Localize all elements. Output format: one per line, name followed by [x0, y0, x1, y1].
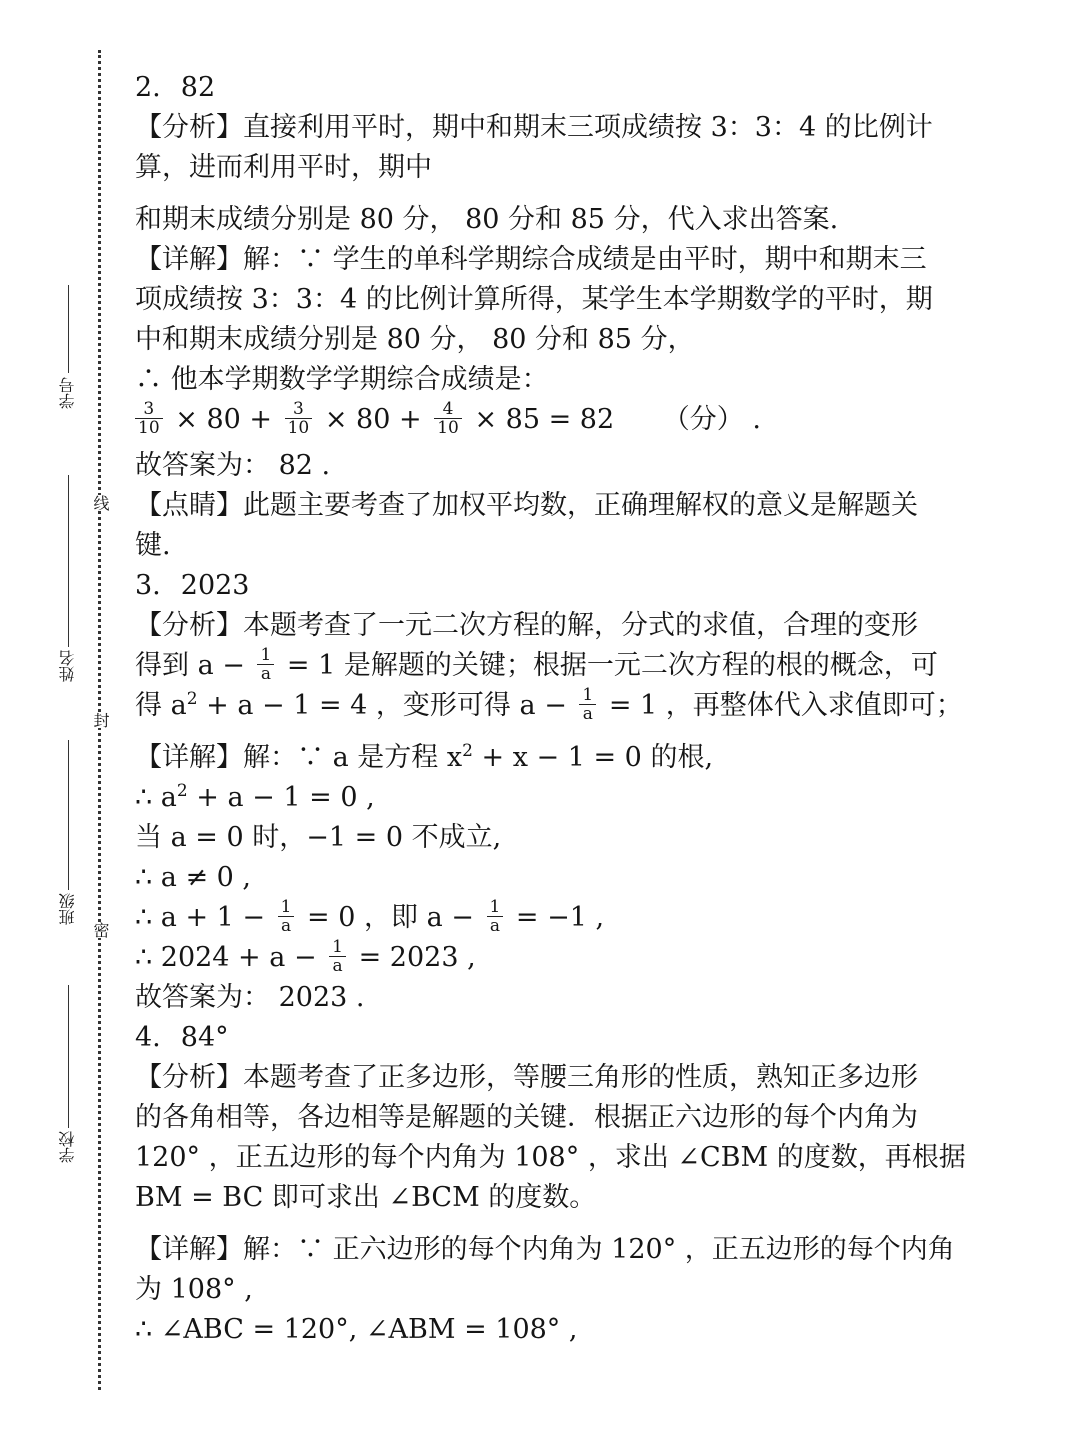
fraction-numerator: 3	[135, 400, 163, 419]
q4-number: 4.	[135, 1022, 161, 1053]
superscript: 2	[462, 741, 473, 761]
q3-analysis-line-3	[135, 686, 965, 726]
school-field[interactable]	[50, 985, 80, 1170]
q3-detail-line-1	[135, 738, 965, 778]
superscript: 2	[186, 689, 198, 709]
q2-analysis-line-1: 【分析】直接利用平时，期中和期末三项成绩按 3：3：4 的比例计	[135, 112, 933, 143]
q4-analysis-line-3: 120° ，正五边形的每个内角为 108° ，求出 ∠CBM 的度数，再根据	[135, 1142, 966, 1173]
name-field[interactable]	[50, 475, 80, 690]
answer-content	[135, 68, 965, 1350]
q3-answer-line: 故答案为： 2023 .	[135, 982, 365, 1013]
q2-number: 2.	[135, 72, 161, 103]
formula-term: × 85 = 82	[474, 404, 615, 435]
q2-analysis-line-2: 算，进而利用平时，期中	[135, 152, 432, 183]
superscript: 2	[176, 781, 188, 801]
q3-detail-line-5	[135, 898, 965, 938]
fraction	[579, 686, 596, 723]
formula-unit: （分） .	[662, 404, 761, 435]
q2-answer: 82	[180, 72, 216, 103]
q2-detail-line-2: 项成绩按 3：3：4 的比例计算所得，某学生本学期数学的平时，期	[135, 284, 933, 315]
text-segment: + a − 1 = 4 ，变形可得 a −	[206, 690, 567, 721]
q3-header	[135, 566, 965, 606]
fraction-numerator: 3	[285, 400, 313, 419]
fraction-numerator: 1	[257, 646, 274, 665]
class-label: 班级	[58, 893, 77, 925]
q3-detail-line-3: 当 a = 0 时，−1 = 0 不成立,	[135, 822, 502, 853]
q4-analysis-line-2: 的各角相等，各边相等是解题的关键．根据正六边形的每个内角为	[135, 1102, 918, 1133]
school-underline	[68, 985, 69, 1128]
fraction	[329, 938, 346, 975]
q4-detail-line-2: 为 108° ,	[135, 1274, 253, 1305]
q3-analysis-line-1: 【分析】本题考查了一元二次方程的解，分式的求值，合理的变形	[135, 610, 918, 641]
text-segment: 得到 a −	[135, 650, 245, 681]
q2-comment-line-1: 【点睛】此题主要考查了加权平均数，正确理解权的意义是解题关	[135, 490, 918, 521]
text-segment: ∴ 2024 + a −	[135, 942, 317, 973]
fraction-denominator: 10	[138, 418, 160, 438]
margin-word-xian: 线	[91, 495, 110, 511]
fraction-numerator: 1	[329, 938, 346, 957]
q4-analysis-line-4: BM = BC 即可求出 ∠BCM 的度数。	[135, 1182, 597, 1213]
q3-analysis-line-2	[135, 646, 965, 686]
q2-answer-line: 故答案为： 82 .	[135, 450, 331, 481]
q2-detail-line-1: 【详解】解：∵ 学生的单科学期综合成绩是由平时，期中和期末三	[135, 244, 927, 275]
text-segment: 得 a	[135, 690, 187, 721]
q2-header	[135, 68, 965, 108]
text-segment: ∴ a	[135, 782, 177, 813]
formula-term: × 80 +	[175, 404, 273, 435]
text-segment: 【详解】解：∵ a 是方程 x	[135, 742, 463, 773]
student-id-field[interactable]	[50, 285, 80, 415]
fraction-denominator: 10	[287, 418, 310, 438]
q3-number: 3.	[135, 570, 161, 601]
text-segment: = 2023 ,	[358, 942, 476, 973]
q2-analysis-line-3: 和期末成绩分别是 80 分， 80 分和 85 分，代入求出答案.	[135, 204, 839, 235]
fraction	[278, 898, 295, 935]
class-field[interactable]	[50, 740, 80, 935]
q4-analysis-line-1: 【分析】本题考查了正多边形，等腰三角形的性质，熟知正多边形	[135, 1062, 918, 1093]
student-id-label: 学号	[58, 377, 77, 409]
fraction-denominator: a	[260, 664, 271, 684]
fraction	[257, 646, 274, 683]
q3-detail-line-4: ∴ a ≠ 0 ,	[135, 862, 251, 893]
fraction-denominator: a	[280, 916, 292, 936]
fraction	[434, 400, 462, 437]
q2-detail-line-4: ∴ 他本学期数学学期综合成绩是：	[135, 364, 549, 395]
q4-detail-line-1: 【详解】解：∵ 正六边形的每个内角为 120° ，正五边形的每个内角	[135, 1234, 955, 1265]
fraction	[135, 400, 163, 437]
q2-comment-line-2: 键.	[135, 530, 171, 561]
fraction-numerator: 1	[579, 686, 596, 705]
name-underline	[68, 475, 69, 647]
binding-margin	[0, 0, 120, 1443]
fraction-denominator: a	[489, 916, 500, 936]
student-id-underline	[68, 285, 69, 373]
text-segment: + a − 1 = 0 ,	[196, 782, 375, 813]
q4-header	[135, 1018, 965, 1058]
text-segment: = 1 是解题的关键；根据一元二次方程的根的概念，可	[286, 650, 938, 681]
fraction-numerator: 1	[278, 898, 295, 917]
school-label: 学校	[58, 1131, 77, 1163]
text-segment: ∴ a + 1 −	[135, 902, 266, 933]
text-segment: + x − 1 = 0 的根,	[481, 742, 714, 773]
margin-word-mi: 密	[91, 922, 110, 938]
fraction-numerator: 1	[487, 898, 504, 917]
q3-detail-line-6	[135, 938, 965, 978]
fraction-denominator: a	[582, 704, 593, 724]
fraction	[285, 400, 313, 437]
formula-term: × 80 +	[324, 404, 422, 435]
fraction-denominator: a	[332, 956, 343, 976]
class-underline	[68, 740, 69, 890]
q4-detail-line-3: ∴ ∠ABC = 120°, ∠ABM = 108° ,	[135, 1314, 578, 1345]
text-segment: = 0 ，即 a −	[307, 902, 474, 933]
fraction	[487, 898, 504, 935]
margin-word-feng: 封	[91, 712, 110, 728]
fraction-numerator: 4	[434, 400, 462, 419]
q3-answer: 2023	[180, 570, 250, 601]
q2-detail-line-3: 中和期末成绩分别是 80 分， 80 分和 85 分，	[135, 324, 695, 355]
q3-detail-line-2	[135, 778, 965, 818]
text-segment: = 1 ，再整体代入求值即可；	[608, 690, 963, 721]
q4-answer: 84°	[180, 1022, 229, 1053]
name-label: 姓名	[58, 650, 77, 682]
fraction-denominator: 10	[437, 418, 459, 438]
text-segment: = −1 ,	[515, 902, 605, 933]
q2-formula	[135, 400, 965, 438]
